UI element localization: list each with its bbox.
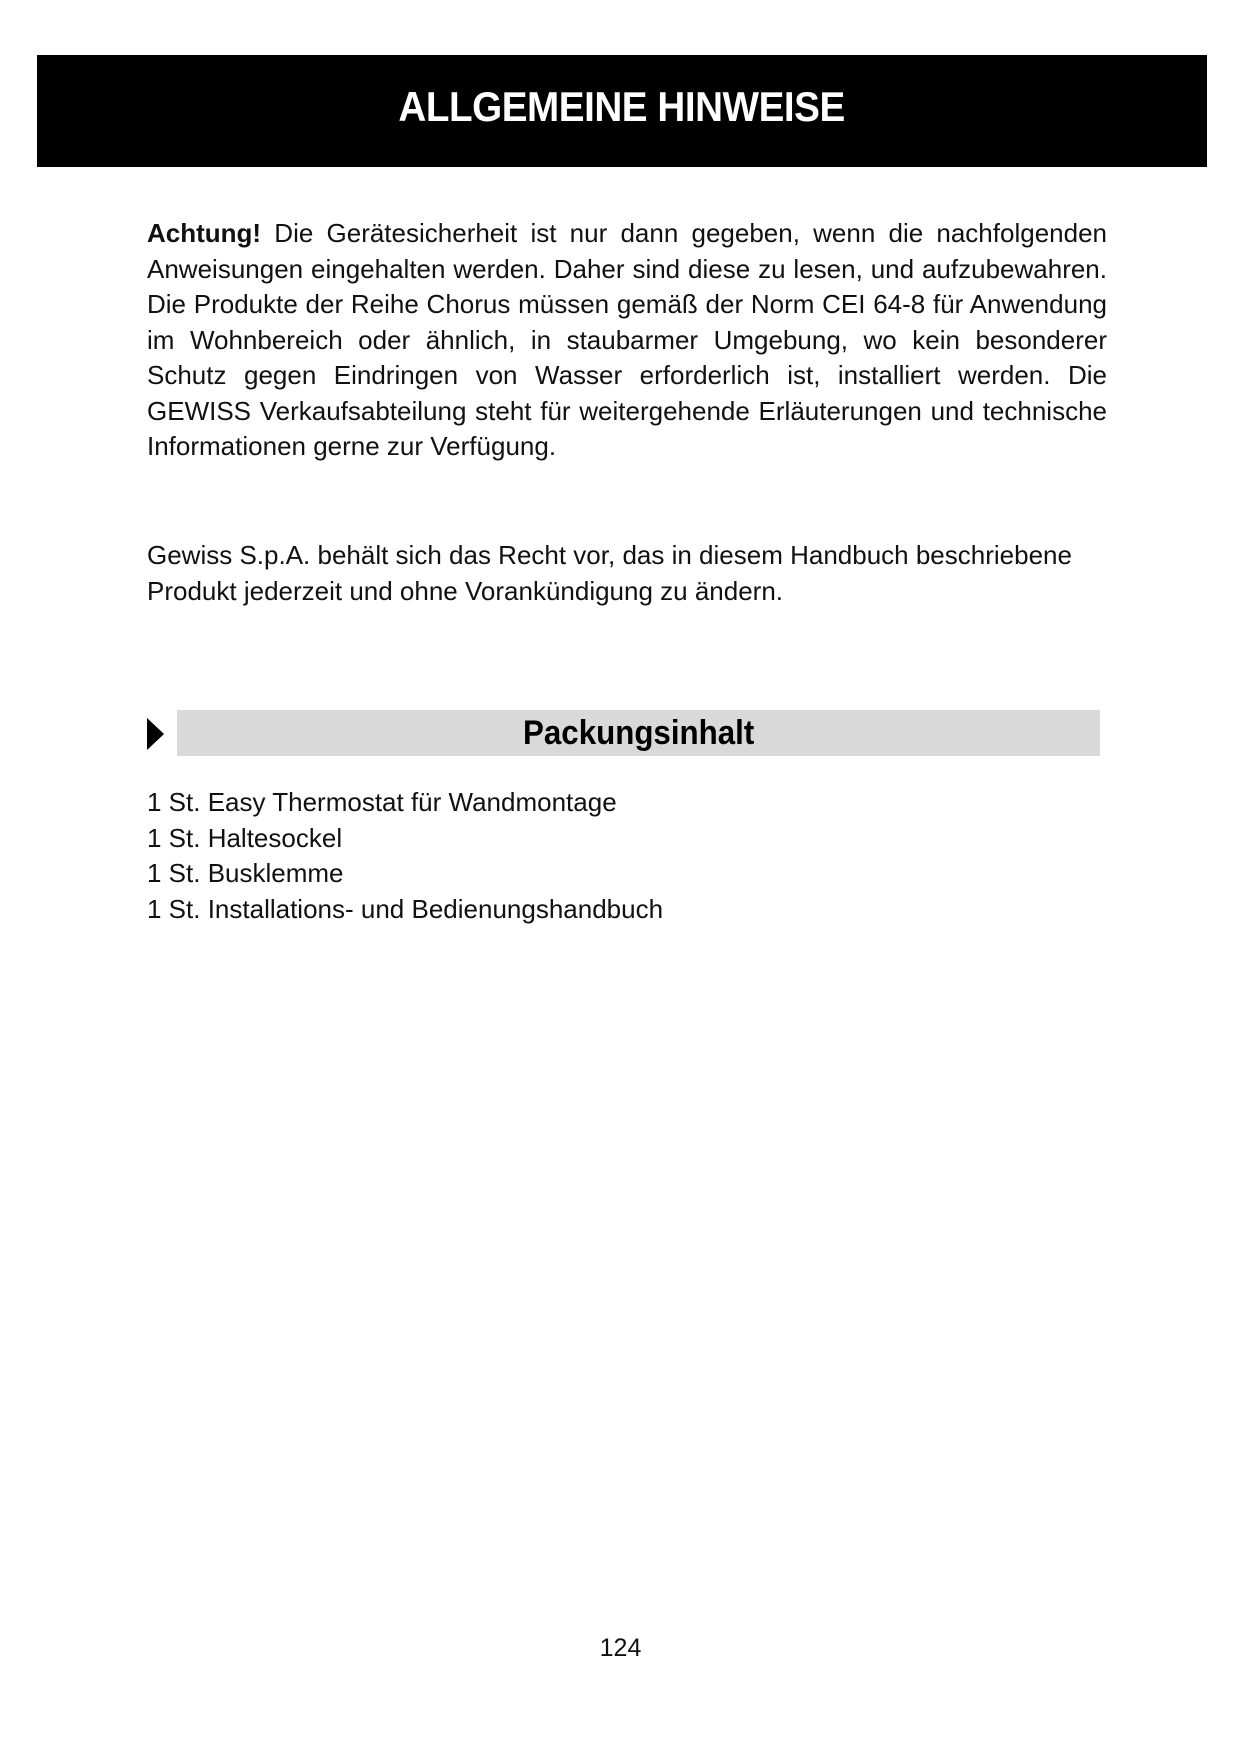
warning-label: Achtung! — [147, 218, 262, 248]
list-item: 1 St. Installations- und Bedienungshandbuch — [147, 893, 664, 924]
page-title: ALLGEMEINE HINWEISE — [398, 83, 846, 130]
package-contents-list — [147, 785, 663, 927]
warning-text: Die Gerätesicherheit ist nur dann gegeben, wenn die nachfolgenden Anweisungen eingehalten werden. Daher sind diese zu lesen, und aufzubewahren. Die Produkte der Reihe Chorus müssen gemäß der Norm CEI 64-8 für Anwendung im Wohnbereich oder ähnlich, in staubarmer Umgebung, wo kein besonderer Schutz gegen Eindringen von Wasser erforderlich ist, installiert werden. Die GEWISS Verkaufsabteilung steht für weitergehende Erläuterungen und technische Informationen gerne zur Verfügung. — [147, 218, 1107, 461]
list-item: 1 St. Easy Thermostat für Wandmontage — [147, 787, 617, 817]
warning-paragraph — [147, 216, 1107, 465]
triangle-right-icon — [147, 718, 164, 750]
header-bar — [37, 55, 1207, 167]
list-item: 1 St. Haltesockel — [147, 822, 343, 853]
section-bar — [177, 710, 1100, 756]
section-title: Packungsinhalt — [522, 713, 755, 752]
list-item: 1 St. Busklemme — [147, 858, 344, 888]
page-number: 124 — [599, 1634, 642, 1662]
rights-notice: Gewiss S.p.A. behält sich das Recht vor, das in diesem Handbuch beschriebene Produkt jederzeit und ohne Vorankündigung zu ändern. — [147, 540, 1072, 606]
section-header-package-contents — [147, 710, 1100, 756]
